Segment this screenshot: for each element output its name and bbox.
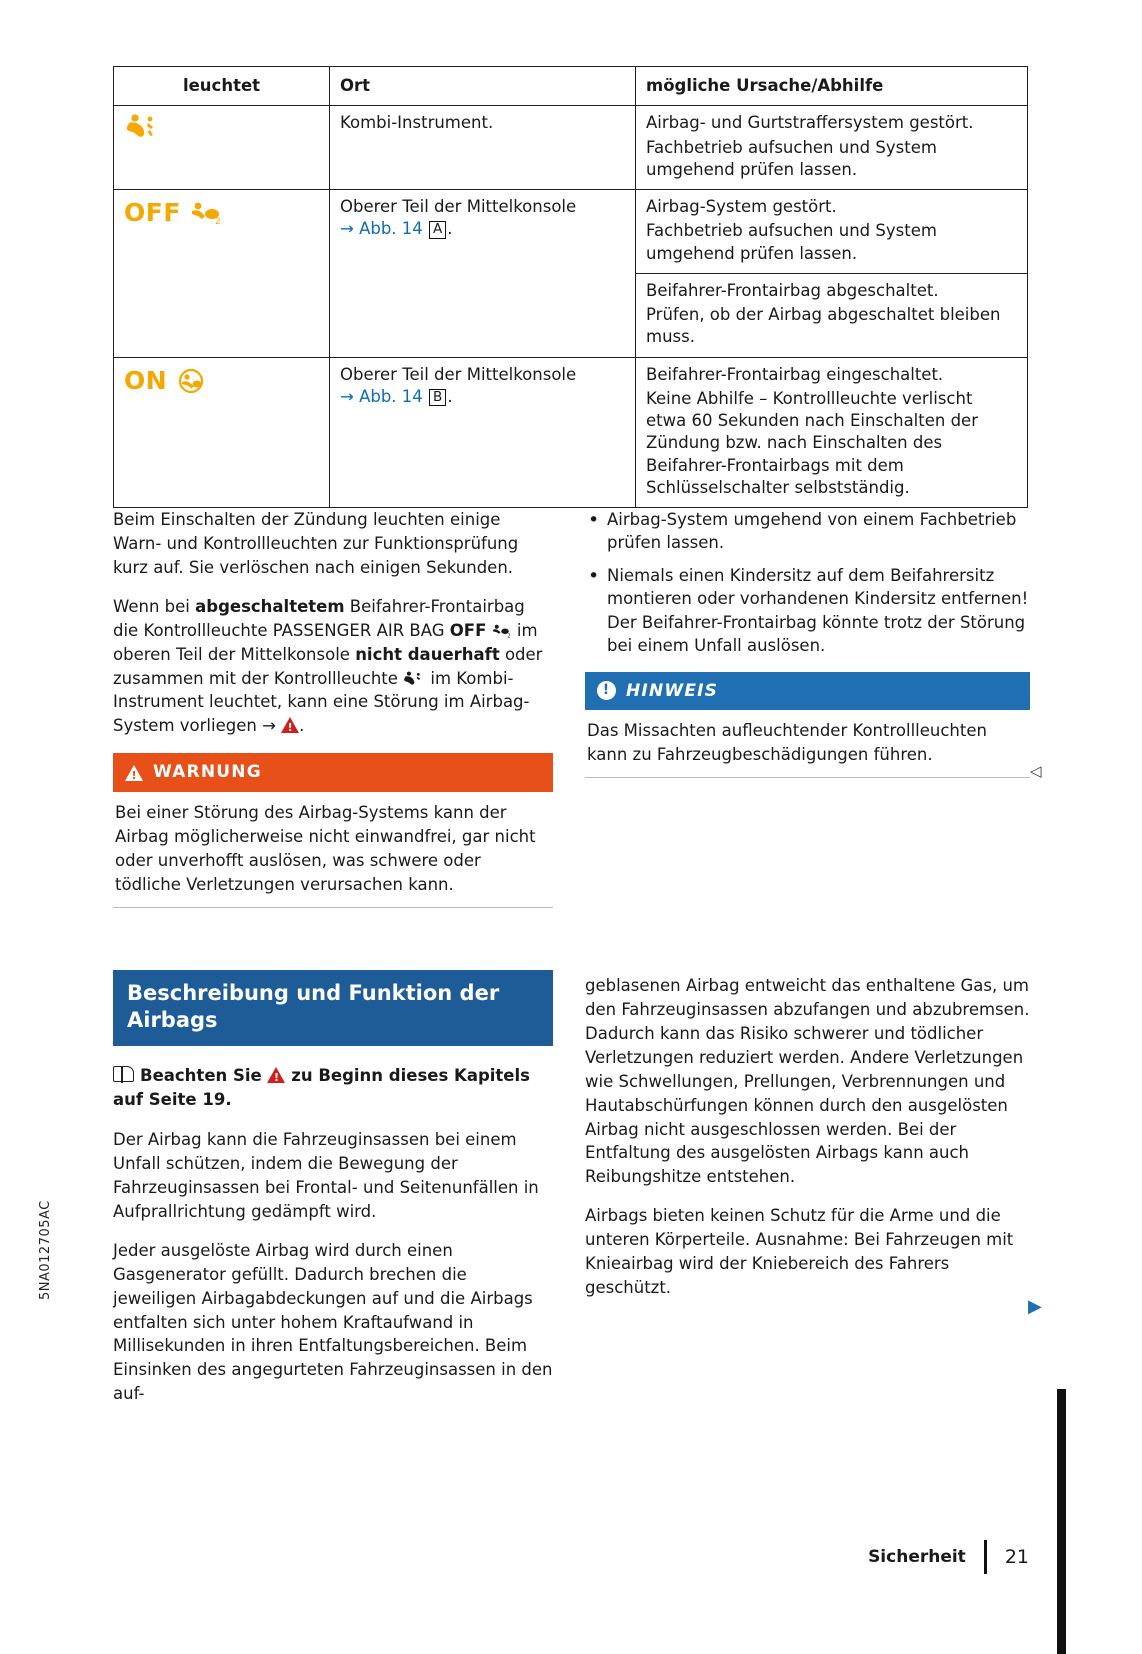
table-row — [114, 190, 1028, 274]
on-label: ON — [124, 365, 168, 395]
table-cell-cause — [636, 273, 1028, 357]
cause-line: Fachbetrieb aufsuchen und System umgehend prüfen lassen. — [646, 221, 937, 263]
text-bold: abgeschaltetem — [195, 596, 345, 616]
paragraph-airbag-gas: geblasenen Airbag entweicht das enthaltene Gas, um den Fahrzeuginsassen abzufangen und abzubremsen. Dadurch kann das Risiko schwerer und tödlicher Verletzungen reduziert werden. Andere Verletzungen wie Schwellungen, Prellungen, Verbrennungen und Hautabschürfungen können durch den ausgelösten Airbag nicht ausgeschlossen werden. Bei der Entfaltung des ausgelösten Airbags kann auch Reibungshitze entstehen. — [585, 976, 1030, 1187]
paragraph-ignition: Beim Einschalten der Zündung leuchten einige Warn- und Kontrollleuchten zur Funktionsprüfung kurz auf. Sie verlöschen nach einigen Sekunden. — [113, 510, 519, 577]
svg-text:2: 2 — [506, 632, 511, 638]
passenger-airbag-on-icon — [114, 357, 330, 508]
continuation-marker-right: ▶ — [1028, 1296, 1042, 1317]
right-text-column — [585, 508, 1030, 1315]
warning-title: WARNUNG — [153, 762, 262, 783]
location-text: Kombi-Instrument. — [340, 113, 494, 133]
table-cell-cause — [636, 190, 1028, 274]
table-row — [114, 106, 1028, 190]
table-header-ort: Ort — [330, 67, 636, 106]
paragraph-airbag-limits: Airbags bieten keinen Schutz für die Arme und die unteren Körperteile. Ausnahme: Bei Fahrzeugen mit Knieairbag wird der Kniebereich des Fahrers geschützt. — [585, 1206, 1014, 1298]
text-fragment: im oberen Teil der Mittelkonsole — [113, 620, 538, 664]
airbag-seat-icon — [114, 106, 330, 190]
table-header-cause: mögliche Ursache/Abhilfe — [636, 67, 1028, 106]
note-banner — [585, 672, 1030, 711]
left-text-column — [113, 508, 553, 1421]
cause-line: Airbag-System gestört. — [646, 197, 837, 217]
footer-chapter-title: Sicherheit — [868, 1547, 966, 1567]
cause-line: Keine Abhilfe – Kontrollleuchte verlischt etwa 60 Sekunden nach Einschalten der Zündung bzw. nach Einschalten des Beifahrer-Frontairbags mit dem Schlüsselschalter selbstständig. — [646, 388, 978, 497]
warning-lights-table — [113, 66, 1028, 508]
off-label: OFF — [124, 198, 181, 228]
book-icon — [113, 1066, 134, 1082]
cause-line: Fachbetrieb aufsuchen und System umgehend prüfen lassen. — [646, 137, 937, 179]
page-edge-marker — [1057, 1389, 1066, 1654]
warning-triangle-icon — [267, 1067, 285, 1083]
paragraph-airbag-protection: Der Airbag kann die Fahrzeuginsassen bei einem Unfall schützen, indem die Bewegung der Fahrzeuginsassen bei Frontal- und Seitenunfällen in Aufprallrichtung gedämpft wird. — [113, 1130, 539, 1221]
note-title: HINWEIS — [626, 680, 719, 701]
info-icon: ! — [597, 681, 616, 700]
table-header-leuchtet: leuchtet — [114, 67, 330, 106]
paragraph-gas-generator: Jeder ausgelöste Airbag wird durch einen Gasgenerator gefüllt. Dadurch brechen die jeweiligen Airbagabdeckungen auf und die Airbags entfalten sich unter hohem Kraftaufwand in Millisekunden in ihren Entfaltungsbereichen. Beim Einsinken des angegurteten Fahrzeuginsassen in den auf- — [113, 1240, 553, 1404]
text-fragment: Beachten Sie — [140, 1066, 268, 1086]
table-cell-cause — [636, 357, 1028, 508]
passenger-airbag-off-icon — [114, 190, 330, 358]
location-text: Oberer Teil der Mittelkonsole — [340, 364, 577, 384]
text-bold: nicht dauerhaft — [355, 644, 500, 664]
table-cell-location: Oberer Teil der Mittelkonsole → Abb. 14 A . — [330, 190, 636, 358]
figure-reference-link[interactable]: → Abb. 14 — [340, 386, 423, 406]
table-cell-location: Oberer Teil der Mittelkonsole → Abb. 14 B . — [330, 357, 636, 508]
paragraph-passenger-airbag-off — [113, 595, 553, 739]
page-footer — [868, 1540, 1029, 1574]
airbag-seat-icon-inline — [403, 670, 425, 686]
table-cell-cause — [636, 106, 1028, 190]
warning-text: Bei einer Störung des Airbag-Systems kann der Airbag möglicherweise nicht einwandfrei, gar nicht oder unverhofft auslösen, was schwere oder tödliche Verletzungen verursachen kann. — [113, 792, 553, 908]
text-fragment: . — [299, 716, 305, 736]
figure-reference-link[interactable]: → Abb. 14 — [340, 219, 423, 239]
text-fragment: zu Beginn dieses Kapitels auf Seite 19. — [113, 1066, 530, 1110]
figure-callout-letter: B — [429, 389, 446, 407]
chapter-reference-note — [113, 1064, 553, 1112]
continuation-marker-left: ◁ — [1030, 762, 1042, 780]
footer-divider — [984, 1540, 987, 1574]
cause-line: Beifahrer-Frontairbag abgeschaltet. — [646, 280, 939, 300]
cause-line: Beifahrer-Frontairbag eingeschaltet. — [646, 364, 944, 384]
location-text: Oberer Teil der Mittelkonsole — [340, 197, 577, 217]
warning-bullet-list — [585, 508, 1030, 658]
warning-triangle-icon — [125, 765, 143, 781]
page-number: 21 — [1004, 1546, 1029, 1568]
text-fragment: Beifahrer-Frontairbag die Kontrollleuchte PASSENGER AIR BAG — [113, 596, 525, 640]
text-fragment: im Kombi-Instrument leuchtet, kann eine Störung im Airbag-System vorliegen → — [113, 668, 530, 736]
document-id-code: 5NA012705AC — [38, 1200, 53, 1300]
passenger-airbag-off-icon-inline — [492, 623, 512, 638]
warning-triangle-icon — [281, 717, 299, 733]
list-item: • Airbag-System umgehend von einem Fachbetrieb prüfen lassen. — [585, 508, 1030, 555]
table-row — [114, 357, 1028, 508]
warning-banner — [113, 753, 553, 792]
figure-callout-letter: A — [429, 221, 446, 239]
table-header-row — [114, 67, 1028, 106]
svg-text:2: 2 — [214, 216, 221, 227]
list-item: • Niemals einen Kindersitz auf dem Beifahrersitz montieren oder vorhandenen Kindersitz entfernen! Der Beifahrer-Frontairbag könnte trotz der Störung bei einem Unfall auslösen. — [585, 564, 1030, 658]
section-heading: Beschreibung und Funktion der Airbags — [113, 970, 553, 1047]
text-fragment: Wenn bei — [113, 596, 196, 616]
cause-line: Prüfen, ob der Airbag abgeschaltet bleiben muss. — [646, 305, 1001, 347]
text-fragment: oder zusammen mit der Kontrollleuchte — [113, 644, 543, 688]
note-text: Das Missachten aufleuchtender Kontrollleuchten kann zu Fahrzeugbeschädigungen führen. — [585, 710, 1030, 778]
table-cell-location — [330, 106, 636, 190]
off-label-inline: OFF — [449, 620, 487, 640]
cause-line: Airbag- und Gurtstraffersystem gestört. — [646, 113, 974, 133]
